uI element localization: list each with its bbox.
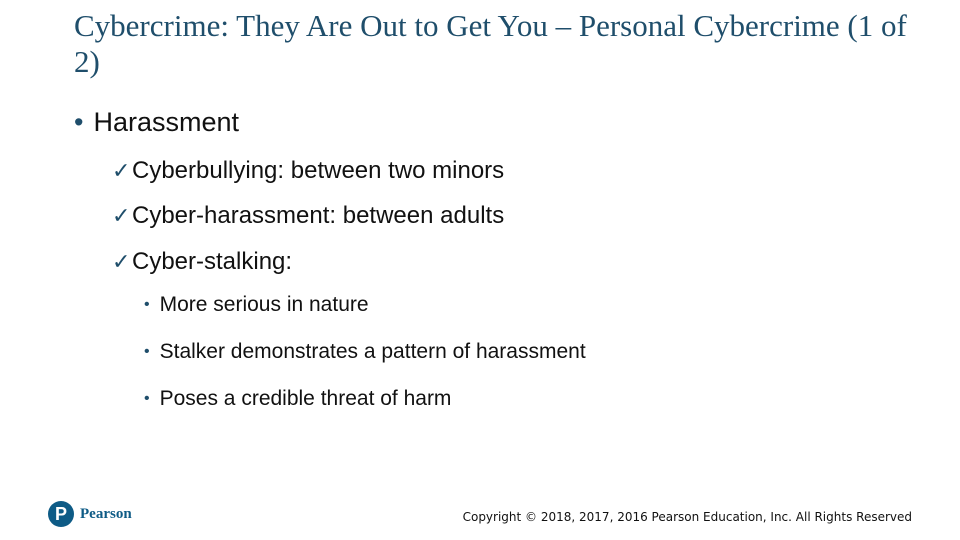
subsubitem-label: More serious in nature (159, 293, 369, 316)
checkmark-icon: ✓ (112, 249, 131, 274)
subitem-cyber-harassment (112, 202, 504, 230)
bullet-icon: • (144, 390, 150, 407)
bullet-icon: • (144, 296, 150, 313)
subitem-label: Cyber-harassment: between adults (132, 202, 505, 229)
subitem-label: Cyberbullying: between two minors (132, 157, 505, 184)
subsubitem-label: Poses a credible threat of harm (159, 387, 452, 410)
subsubitem-pattern (144, 339, 586, 365)
subsubitem-serious (144, 292, 369, 318)
checkmark-icon: ✓ (112, 203, 131, 228)
subitem-cyber-stalking (112, 248, 292, 276)
bullet-icon: • (74, 107, 84, 137)
pearson-logo-icon: P (48, 501, 74, 527)
bullet-label: Harassment (93, 107, 239, 137)
subsubitem-threat (144, 386, 451, 412)
subsubitem-label: Stalker demonstrates a pattern of harassment (159, 340, 586, 363)
bullet-harassment (74, 106, 239, 138)
subitem-cyberbullying (112, 157, 504, 185)
slide-title: Cybercrime: They Are Out to Get You – Personal Cybercrime (1 of 2) (74, 8, 907, 79)
subitem-label: Cyber-stalking: (132, 248, 293, 275)
bullet-icon: • (144, 343, 150, 360)
pearson-logo (48, 501, 132, 527)
copyright-notice: Copyright © 2018, 2017, 2016 Pearson Education, Inc. All Rights Reserved (462, 510, 912, 524)
checkmark-icon: ✓ (112, 158, 131, 183)
pearson-logo-text: Pearson (80, 505, 132, 522)
